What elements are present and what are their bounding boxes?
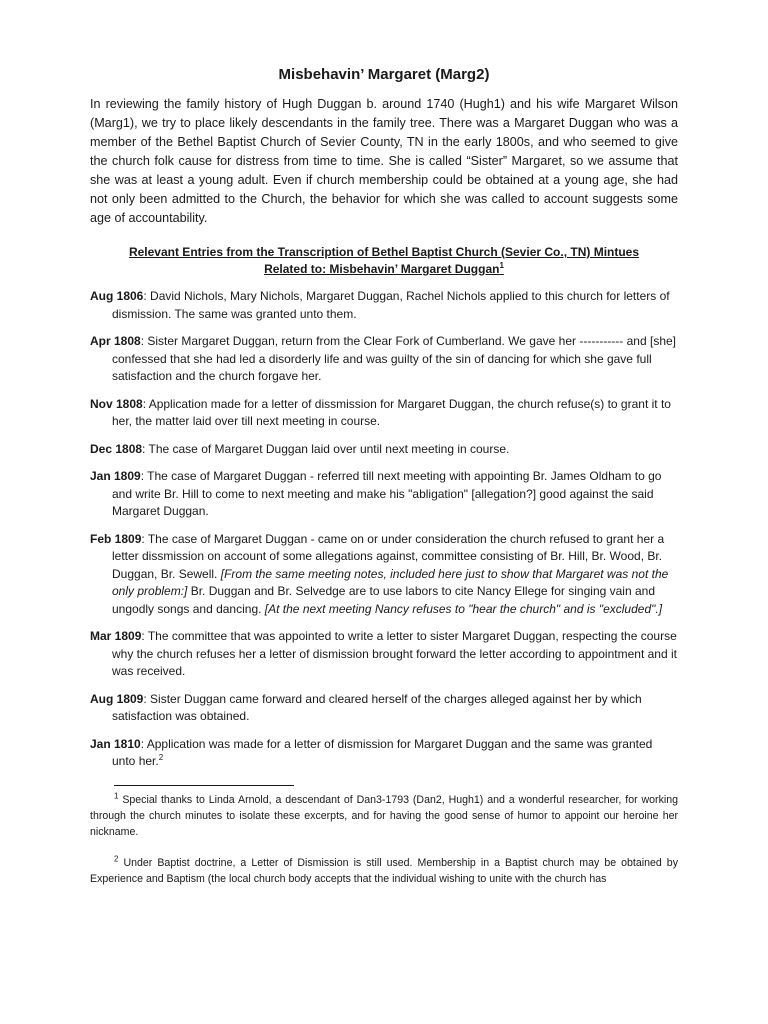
entry-date: Mar 1809	[90, 629, 142, 643]
footnote-1	[90, 792, 678, 840]
entry-text: : The case of Margaret Duggan - came on or under consideration the church refused to grant her a letter dissmission on account of some allegations against, committee consisting of Br. Hill, Br. Wood, Br. Duggan, Br. Sewell.	[112, 531, 665, 581]
entry-italic-note: [From the same meeting notes, included here just to show that Margaret was not the only problem:]	[112, 566, 669, 598]
entry-text: : The case of Margaret Duggan laid over until next meeting in course.	[142, 441, 510, 456]
footnote-separator	[114, 785, 294, 786]
entry-italic-note: [At the next meeting Nancy refuses to "hear the church" and is "excluded".]	[264, 601, 663, 616]
footnote-number: 2	[114, 853, 119, 863]
entry-aug-1809	[90, 691, 678, 726]
page-title: Misbehavin’ Margaret (Marg2)	[278, 66, 490, 83]
section-heading	[90, 244, 678, 278]
section-heading-line1: Relevant Entries from the Transcription of Bethel Baptist Church (Sevier Co., TN) Mintues	[128, 245, 640, 259]
section-heading-line2	[90, 261, 678, 278]
entry-text: : Application made for a letter of dissmission for Margaret Duggan, the church refuse(s) to grant it to her, the matter laid over till next meeting in course.	[112, 396, 671, 428]
entry-date: Apr 1808	[90, 334, 141, 348]
entry-apr-1808	[90, 333, 678, 386]
entry-date: Jan 1810	[90, 736, 141, 751]
footnote-2	[90, 855, 678, 887]
entry-jan-1810	[90, 736, 678, 771]
footnote-ref-2[interactable]: 2	[158, 753, 164, 762]
entry-text: : The committee that was appointed to write a letter to sister Margaret Duggan, respecting the course why the church refuses her a letter of dismission brought forward the letter according to appointment and it was received.	[112, 629, 677, 678]
entry-dec-1808	[90, 441, 678, 459]
entry-date: Aug 1809	[90, 691, 144, 706]
section-heading-line2-text: Related to: Misbehavin’ Margaret Duggan	[264, 262, 500, 276]
entry-text-continued: Br. Duggan and Br. Selvedge are to use labors to cite Nancy Ellege for singing vain and ungodly songs and dancing.	[112, 584, 655, 616]
footnote-text: Special thanks to Linda Arnold, a descendant of Dan3-1793 (Dan2, Hugh1) and a wonderful researcher, for working through the church minutes to isolate these excerpts, and for having the good sense of humor to appoint our heroine her nickname.	[90, 793, 678, 838]
entry-date: Nov 1808	[90, 396, 143, 411]
entry-nov-1808	[90, 396, 678, 431]
footnote-number: 1	[114, 790, 119, 800]
entry-feb-1809	[90, 531, 678, 619]
entry-date: Feb 1809	[90, 531, 142, 546]
entry-jan-1809	[90, 468, 678, 521]
entry-date: Jan 1809	[90, 469, 141, 483]
entry-date: Aug 1806	[90, 289, 144, 303]
entry-text: : David Nichols, Mary Nichols, Margaret Duggan, Rachel Nichols applied to this church for letters of dismission. The same was granted unto them.	[112, 289, 670, 321]
minutes-entries	[90, 288, 678, 771]
entry-text: : Sister Margaret Duggan, return from the Clear Fork of Cumberland. We gave her ----------- and [she] confessed that she had led a disorderly life and was guilty of the sin of dancing for which she gave full satisfaction and the church forgave her.	[112, 334, 676, 383]
entry-aug-1806	[90, 288, 678, 323]
entry-text: : Sister Duggan came forward and cleared herself of the charges alleged against her by which satisfaction was obtained.	[112, 691, 642, 723]
footnote-text: Under Baptist doctrine, a Letter of Dismission is still used. Membership in a Baptist church may be obtained by Experience and Baptism (the local church body accepts that the individual wishing to unite with the church has	[90, 856, 678, 885]
entry-date: Dec 1808	[90, 441, 143, 456]
entry-text: : The case of Margaret Duggan - referred till next meeting with appointing Br. James Oldham to go and write Br. Hill to come to next meeting and make his "abligation" [allegation?] good against the said Margaret Duggan.	[112, 469, 662, 518]
entry-text: : Application was made for a letter of dismission for Margaret Duggan and the same was granted unto her.	[112, 736, 653, 768]
entry-mar-1809	[90, 628, 678, 681]
intro-paragraph: In reviewing the family history of Hugh Duggan b. around 1740 (Hugh1) and his wife Margaret Wilson (Marg1), we try to place likely descendants in the family tree. There was a Margaret Duggan who was a member of the Bethel Baptist Church of Sevier County, TN in the early 1800s, and who seemed to give the church folk cause for distress from time to time. She is called “Sister” Margaret, so we assume that she was at least a young adult. Even if church membership could be obtained at a young age, she had not only been admitted to the Church, the behavior for which she was called to account suggests some age of accountability.	[90, 97, 678, 225]
footnote-ref-1[interactable]: 1	[499, 261, 504, 270]
